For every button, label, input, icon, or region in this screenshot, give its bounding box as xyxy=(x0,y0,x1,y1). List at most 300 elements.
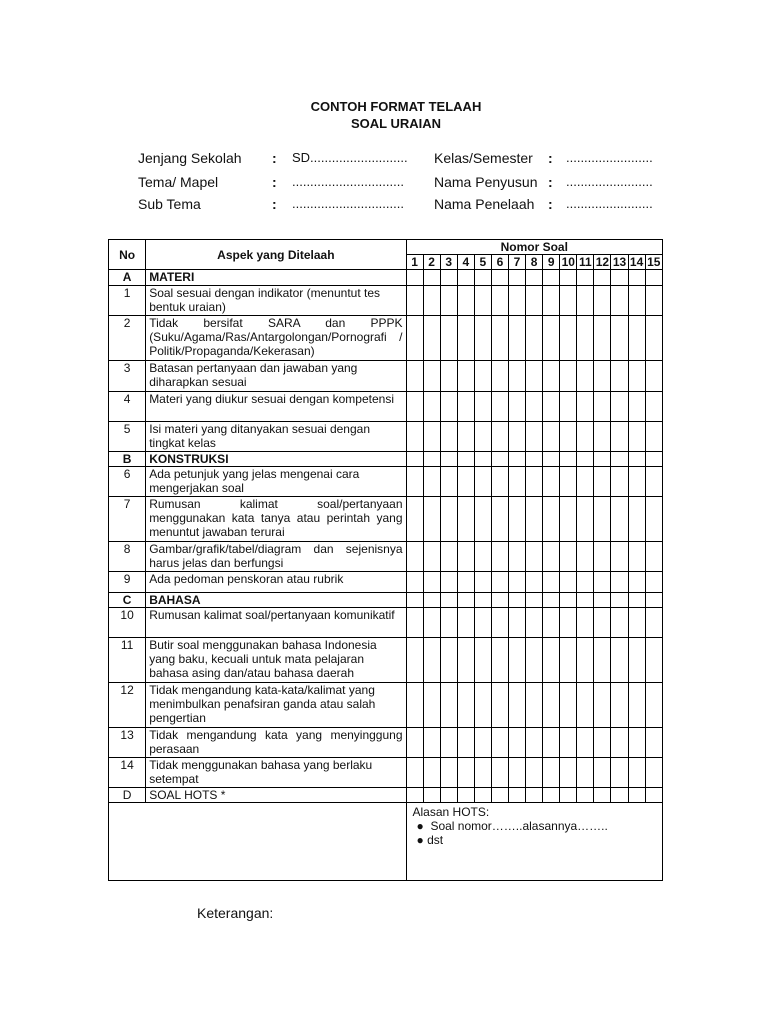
nomor-soal-cell xyxy=(645,286,662,316)
nomor-soal-cell xyxy=(560,638,577,683)
nomor-soal-cell xyxy=(423,593,440,608)
header-no: No xyxy=(109,240,146,270)
nomor-soal-cell xyxy=(645,788,662,803)
nomor-soal-cell xyxy=(440,638,457,683)
nomor-soal-cell xyxy=(594,788,611,803)
nomor-soal-cell xyxy=(560,728,577,758)
nomor-soal-cell xyxy=(543,638,560,683)
nomor-soal-cell xyxy=(457,452,474,467)
tema-value: ............................... xyxy=(292,174,404,189)
nomor-soal-cell xyxy=(491,422,508,452)
row-no: 6 xyxy=(109,467,146,497)
nomor-soal-cell xyxy=(406,286,423,316)
row-no: 2 xyxy=(109,316,146,361)
hots-title: Alasan HOTS: xyxy=(412,805,490,819)
nomor-soal-cell xyxy=(406,593,423,608)
nomor-soal-cell xyxy=(491,638,508,683)
nomor-soal-cell xyxy=(645,467,662,497)
nomor-soal-cell xyxy=(491,361,508,392)
nomor-soal-cell xyxy=(628,593,645,608)
table-row xyxy=(109,286,663,316)
nomor-soal-cell xyxy=(577,422,594,452)
nomor-soal-cell xyxy=(474,270,491,286)
subtema-label: Sub Tema xyxy=(138,196,201,212)
nomor-soal-cell xyxy=(491,788,508,803)
nomor-soal-cell xyxy=(491,392,508,422)
nomor-soal-cell xyxy=(628,683,645,728)
nomor-soal-cell xyxy=(560,286,577,316)
nomor-soal-cell xyxy=(526,572,543,593)
nomor-soal-cell xyxy=(508,467,525,497)
nomor-soal-cell xyxy=(645,422,662,452)
section-konstruksi xyxy=(109,452,663,467)
nomor-soal-cell xyxy=(594,286,611,316)
nomor-soal-cell xyxy=(594,497,611,542)
nomor-soal-cell xyxy=(611,608,628,638)
nomor-soal-cell xyxy=(577,683,594,728)
nomor-soal-cell xyxy=(406,361,423,392)
nomor-soal-cell xyxy=(611,422,628,452)
nomor-14: 14 xyxy=(629,255,644,269)
nomor-soal-cell xyxy=(577,286,594,316)
hots-bullet-2 xyxy=(417,833,656,847)
nomor-soal-cell xyxy=(491,608,508,638)
nomor-soal-cell xyxy=(508,422,525,452)
hots-bullet-1 xyxy=(417,819,656,833)
nomor-soal-cell xyxy=(526,286,543,316)
jenjang-colon: : xyxy=(272,150,277,166)
nomor-soal-cell xyxy=(645,683,662,728)
nomor-soal-cell xyxy=(628,467,645,497)
nomor-soal-cell xyxy=(628,452,645,467)
penyusun-colon: : xyxy=(548,174,553,190)
nomor-soal-cell xyxy=(526,422,543,452)
nomor-soal-cell xyxy=(645,608,662,638)
nomor-soal-cell xyxy=(423,542,440,572)
nomor-soal-cell xyxy=(474,572,491,593)
nomor-soal-cell xyxy=(423,683,440,728)
nomor-soal-cell xyxy=(474,452,491,467)
nomor-soal-cell xyxy=(543,608,560,638)
nomor-soal-cell xyxy=(577,728,594,758)
nomor-soal-cell xyxy=(611,593,628,608)
nomor-soal-cell xyxy=(594,728,611,758)
section-no: C xyxy=(109,593,146,608)
section-label: KONSTRUKSI xyxy=(146,452,406,467)
nomor-soal-cell xyxy=(508,316,525,361)
table-row xyxy=(109,683,663,728)
nomor-soal-cell xyxy=(457,788,474,803)
nomor-soal-cell xyxy=(491,728,508,758)
nomor-soal-cell xyxy=(508,542,525,572)
row-no: 1 xyxy=(109,286,146,316)
nomor-soal-cell xyxy=(508,452,525,467)
nomor-soal-cell xyxy=(406,788,423,803)
nomor-soal-cell xyxy=(474,286,491,316)
nomor-soal-cell xyxy=(611,286,628,316)
nomor-soal-cell xyxy=(457,758,474,788)
nomor-soal-cell xyxy=(577,788,594,803)
nomor-soal-cell xyxy=(423,467,440,497)
nomor-soal-cell xyxy=(440,758,457,788)
row-aspek: Batasan pertanyaan dan jawaban yang diharapkan sesuai xyxy=(146,361,406,392)
nomor-soal-cell xyxy=(526,542,543,572)
nomor-soal-cell xyxy=(577,608,594,638)
row-no: 5 xyxy=(109,422,146,452)
nomor-4: 4 xyxy=(457,255,474,270)
nomor-soal-cell xyxy=(560,452,577,467)
nomor-soal-cell xyxy=(423,638,440,683)
nomor-soal-cell xyxy=(611,392,628,422)
nomor-soal-cell xyxy=(628,270,645,286)
nomor-soal-cell xyxy=(560,270,577,286)
nomor-soal-cell xyxy=(594,593,611,608)
title-line2: SOAL URAIAN xyxy=(350,116,442,131)
nomor-soal-cell xyxy=(406,270,423,286)
kelas-label: Kelas/Semester xyxy=(434,150,533,166)
nomor-soal-cell xyxy=(594,683,611,728)
nomor-soal-cell xyxy=(560,593,577,608)
nomor-soal-cell xyxy=(474,608,491,638)
nomor-soal-cell xyxy=(457,422,474,452)
section-label: MATERI xyxy=(146,270,406,286)
row-no: 11 xyxy=(109,638,146,683)
nomor-soal-cell xyxy=(457,270,474,286)
nomor-soal-cell xyxy=(406,392,423,422)
nomor-10: 10 xyxy=(561,255,575,269)
nomor-soal-cell xyxy=(457,638,474,683)
table-row xyxy=(109,497,663,542)
nomor-soal-cell xyxy=(491,270,508,286)
nomor-soal-cell xyxy=(508,788,525,803)
nomor-soal-cell xyxy=(440,452,457,467)
nomor-soal-cell xyxy=(508,572,525,593)
nomor-soal-cell xyxy=(628,422,645,452)
nomor-soal-cell xyxy=(611,361,628,392)
nomor-soal-cell xyxy=(406,422,423,452)
nomor-soal-cell xyxy=(526,593,543,608)
nomor-soal-cell xyxy=(406,608,423,638)
nomor-soal-cell xyxy=(628,638,645,683)
table-row xyxy=(109,422,663,452)
nomor-soal-cell xyxy=(611,270,628,286)
row-aspek: Butir soal menggunakan bahasa Indonesia yang baku, kecuali untuk mata pelajaran bahasa asing dan/atau bahasa daerah xyxy=(146,638,406,683)
nomor-soal-cell xyxy=(543,593,560,608)
kelas-value: ........................ xyxy=(566,150,653,165)
nomor-soal-cell xyxy=(474,542,491,572)
nomor-soal-cell xyxy=(560,542,577,572)
row-no: 3 xyxy=(109,361,146,392)
nomor-soal-cell xyxy=(474,788,491,803)
nomor-soal-cell xyxy=(560,422,577,452)
nomor-soal-cell xyxy=(577,270,594,286)
nomor-soal-cell xyxy=(594,467,611,497)
nomor-soal-cell xyxy=(440,683,457,728)
nomor-soal-cell xyxy=(440,422,457,452)
section-no: B xyxy=(109,452,146,467)
row-no: 4 xyxy=(109,392,146,422)
nomor-soal-cell xyxy=(440,572,457,593)
nomor-soal-cell xyxy=(560,467,577,497)
row-no: 14 xyxy=(109,758,146,788)
nomor-soal-cell xyxy=(440,593,457,608)
nomor-soal-cell xyxy=(423,608,440,638)
nomor-soal-cell xyxy=(594,392,611,422)
row-aspek: Tidak bersifat SARA dan PPPK (Suku/Agama/Ras/Antargolongan/Pornografi / Politik/Propaganda/Kekerasan) xyxy=(146,316,406,361)
nomor-soal-cell xyxy=(560,788,577,803)
nomor-soal-cell xyxy=(594,316,611,361)
nomor-soal-cell xyxy=(594,608,611,638)
nomor-soal-cell xyxy=(560,361,577,392)
penyusun-value: ........................ xyxy=(566,174,653,189)
row-aspek: Gambar/grafik/tabel/diagram dan sejenisnya harus jelas dan berfungsi xyxy=(146,542,406,572)
nomor-soal-cell xyxy=(474,683,491,728)
nomor-soal-cell xyxy=(611,497,628,542)
nomor-soal-cell xyxy=(508,683,525,728)
table-row xyxy=(109,572,663,593)
nomor-soal-cell xyxy=(491,593,508,608)
nomor-soal-cell xyxy=(440,286,457,316)
nomor-soal-cell xyxy=(423,452,440,467)
nomor-soal-cell xyxy=(543,728,560,758)
nomor-soal-cell xyxy=(543,316,560,361)
hots-empty-cell xyxy=(109,803,407,881)
nomor-soal-cell xyxy=(628,788,645,803)
nomor-soal-cell xyxy=(457,361,474,392)
nomor-soal-cell xyxy=(560,316,577,361)
nomor-soal-cell xyxy=(423,728,440,758)
penyusun-label: Nama Penyusun xyxy=(434,174,538,190)
penelaah-colon: : xyxy=(548,196,553,212)
nomor-soal-cell xyxy=(457,542,474,572)
jenjang-label: Jenjang Sekolah xyxy=(138,150,242,166)
nomor-soal-cell xyxy=(423,758,440,788)
nomor-soal-cell xyxy=(423,361,440,392)
penelaah-value: ........................ xyxy=(566,196,653,211)
nomor-soal-cell xyxy=(594,422,611,452)
nomor-soal-cell xyxy=(611,467,628,497)
nomor-soal-cell xyxy=(423,270,440,286)
nomor-soal-cell xyxy=(474,728,491,758)
section-bahasa xyxy=(109,593,663,608)
nomor-soal-cell xyxy=(474,316,491,361)
nomor-soal-cell xyxy=(440,392,457,422)
nomor-soal-cell xyxy=(406,452,423,467)
nomor-soal-cell xyxy=(423,572,440,593)
nomor-2: 2 xyxy=(423,255,440,270)
nomor-soal-cell xyxy=(474,467,491,497)
nomor-soal-cell xyxy=(457,683,474,728)
nomor-soal-cell xyxy=(440,788,457,803)
nomor-8: 8 xyxy=(526,255,543,270)
nomor-soal-cell xyxy=(594,270,611,286)
nomor-soal-cell xyxy=(457,572,474,593)
nomor-soal-cell xyxy=(491,572,508,593)
nomor-soal-cell xyxy=(491,452,508,467)
nomor-soal-cell xyxy=(645,728,662,758)
nomor-soal-cell xyxy=(645,593,662,608)
nomor-soal-cell xyxy=(508,392,525,422)
nomor-soal-cell xyxy=(611,788,628,803)
nomor-soal-cell xyxy=(628,361,645,392)
table-row xyxy=(109,542,663,572)
nomor-soal-cell xyxy=(508,758,525,788)
row-aspek: Soal sesuai dengan indikator (menuntut tes bentuk uraian) xyxy=(146,286,406,316)
tema-label: Tema/ Mapel xyxy=(138,174,219,190)
nomor-soal-cell xyxy=(577,572,594,593)
nomor-soal-cell xyxy=(508,497,525,542)
nomor-soal-cell xyxy=(440,497,457,542)
subtema-colon: : xyxy=(272,196,277,212)
nomor-soal-cell xyxy=(491,316,508,361)
nomor-soal-cell xyxy=(440,608,457,638)
nomor-soal-cell xyxy=(611,638,628,683)
row-aspek: Ada pedoman penskoran atau rubrik xyxy=(146,572,406,593)
table-row xyxy=(109,638,663,683)
nomor-soal-cell xyxy=(543,392,560,422)
nomor-soal-cell xyxy=(543,788,560,803)
nomor-soal-cell xyxy=(628,542,645,572)
section-hots xyxy=(109,788,663,803)
nomor-soal-cell xyxy=(543,542,560,572)
nomor-6: 6 xyxy=(491,255,508,270)
nomor-13: 13 xyxy=(612,255,627,269)
nomor-soal-cell xyxy=(560,758,577,788)
nomor-soal-cell xyxy=(508,593,525,608)
bullet-icon: ● xyxy=(416,833,424,847)
section-materi xyxy=(109,270,663,286)
nomor-soal-cell xyxy=(611,728,628,758)
hots-row xyxy=(109,803,663,881)
nomor-soal-cell xyxy=(406,638,423,683)
nomor-soal-cell xyxy=(577,638,594,683)
nomor-soal-cell xyxy=(440,361,457,392)
row-aspek: Materi yang diukur sesuai dengan kompetensi xyxy=(146,392,406,422)
nomor-soal-cell xyxy=(423,392,440,422)
nomor-soal-cell xyxy=(560,497,577,542)
nomor-soal-cell xyxy=(474,361,491,392)
nomor-soal-cell xyxy=(628,392,645,422)
nomor-7: 7 xyxy=(508,255,525,270)
header-nomor-soal: Nomor Soal xyxy=(406,240,662,255)
nomor-soal-cell xyxy=(526,452,543,467)
section-label: SOAL HOTS * xyxy=(146,788,406,803)
nomor-soal-cell xyxy=(526,316,543,361)
nomor-soal-cell xyxy=(508,728,525,758)
nomor-soal-cell xyxy=(423,316,440,361)
nomor-soal-cell xyxy=(508,638,525,683)
nomor-soal-cell xyxy=(474,593,491,608)
nomor-soal-cell xyxy=(423,788,440,803)
nomor-soal-cell xyxy=(526,361,543,392)
header-aspek: Aspek yang Ditelaah xyxy=(146,240,406,270)
nomor-soal-cell xyxy=(406,542,423,572)
row-aspek: Rumusan kalimat soal/pertanyaan menggunakan kata tanya atau perintah yang menuntut jawaban terurai xyxy=(146,497,406,542)
nomor-soal-cell xyxy=(577,316,594,361)
row-aspek: Tidak menggunakan bahasa yang berlaku setempat xyxy=(146,758,406,788)
nomor-soal-cell xyxy=(611,316,628,361)
nomor-soal-cell xyxy=(645,392,662,422)
nomor-soal-cell xyxy=(474,392,491,422)
nomor-soal-cell xyxy=(457,728,474,758)
row-no: 12 xyxy=(109,683,146,728)
nomor-soal-cell xyxy=(491,497,508,542)
jenjang-value: SD........................... xyxy=(292,150,408,165)
nomor-soal-cell xyxy=(526,728,543,758)
nomor-15: 15 xyxy=(645,255,662,270)
tema-colon: : xyxy=(272,174,277,190)
nomor-soal-cell xyxy=(474,758,491,788)
nomor-soal-cell xyxy=(560,683,577,728)
nomor-soal-cell xyxy=(543,286,560,316)
nomor-soal-cell xyxy=(474,497,491,542)
nomor-soal-cell xyxy=(440,467,457,497)
nomor-soal-cell xyxy=(508,361,525,392)
nomor-12: 12 xyxy=(595,255,610,269)
nomor-soal-cell xyxy=(645,758,662,788)
nomor-soal-cell xyxy=(508,270,525,286)
row-no: 13 xyxy=(109,728,146,758)
nomor-soal-cell xyxy=(526,270,543,286)
nomor-soal-cell xyxy=(457,608,474,638)
nomor-soal-cell xyxy=(423,422,440,452)
nomor-soal-cell xyxy=(645,542,662,572)
nomor-soal-cell xyxy=(594,638,611,683)
table-row xyxy=(109,758,663,788)
nomor-soal-cell xyxy=(611,452,628,467)
nomor-soal-cell xyxy=(406,316,423,361)
nomor-soal-cell xyxy=(543,467,560,497)
nomor-soal-cell xyxy=(577,361,594,392)
nomor-soal-cell xyxy=(611,542,628,572)
telaah-table xyxy=(108,239,663,881)
nomor-soal-cell xyxy=(543,497,560,542)
nomor-soal-cell xyxy=(440,270,457,286)
nomor-soal-cell xyxy=(628,608,645,638)
nomor-soal-cell xyxy=(491,683,508,728)
nomor-soal-cell xyxy=(491,758,508,788)
row-aspek: Ada petunjuk yang jelas mengenai cara mengerjakan soal xyxy=(146,467,406,497)
table-row xyxy=(109,392,663,422)
nomor-soal-cell xyxy=(645,497,662,542)
nomor-soal-cell xyxy=(491,542,508,572)
penelaah-label: Nama Penelaah xyxy=(434,196,535,212)
nomor-soal-cell xyxy=(628,758,645,788)
nomor-soal-cell xyxy=(440,542,457,572)
nomor-soal-cell xyxy=(440,728,457,758)
nomor-soal-cell xyxy=(543,572,560,593)
nomor-soal-cell xyxy=(457,467,474,497)
section-label: BAHASA xyxy=(146,593,406,608)
nomor-soal-cell xyxy=(406,683,423,728)
row-aspek: Rumusan kalimat soal/pertanyaan komunikatif xyxy=(146,608,406,638)
nomor-soal-cell xyxy=(543,270,560,286)
section-no: D xyxy=(109,788,146,803)
row-no: 8 xyxy=(109,542,146,572)
nomor-soal-cell xyxy=(406,758,423,788)
nomor-soal-cell xyxy=(611,758,628,788)
nomor-soal-cell xyxy=(508,608,525,638)
nomor-soal-cell xyxy=(526,608,543,638)
nomor-soal-cell xyxy=(526,788,543,803)
title-line1: CONTOH FORMAT TELAAH xyxy=(310,99,482,114)
nomor-soal-cell xyxy=(645,316,662,361)
nomor-1: 1 xyxy=(406,255,423,270)
nomor-soal-cell xyxy=(577,392,594,422)
nomor-soal-cell xyxy=(406,497,423,542)
row-aspek: Tidak mengandung kata yang menyinggung perasaan xyxy=(146,728,406,758)
hots-bullet-1-text: Soal nomor……..alasannya…….. xyxy=(430,819,608,833)
